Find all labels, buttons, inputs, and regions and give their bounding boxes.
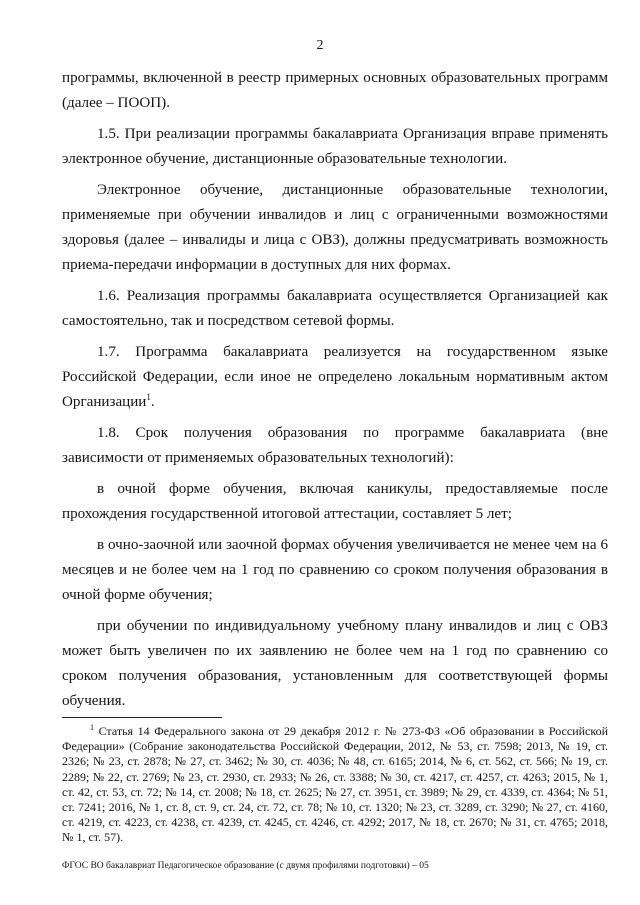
paragraph-continuation: программы, включенной в реестр примерных основных образовательных программ (далее – ПООП). <box>62 70 608 111</box>
footnote-text: Статья 14 Федерального закона от 29 декабря 2012 г. № 273-ФЗ «Об образовании в Российской Федерации» (Собрание законодательства Российской Федерации, 2012, № 53, ст. 7598; 2013, № 19, ст. 2326; № 23, ст. 2878; № 27, ст. 3462; № 30, ст. 4036; № 48, ст. 6165; 2014, № 6, ст. 562, ст. 566; № 19, ст. 2289; № 22, ст. 2769; № 23, ст. 2930, ст. 2933; № 26, ст. 3388; № 30, ст. 4217, ст. 4257, ст. 4263; 2015, № 1, ст. 42, ст. 53, ст. 72; № 14, ст. 2008; № 18, ст. 2625; № 27, ст. 3951, ст. 3989; № 29, ст. 4339, ст. 4364; № 51, ст. 7241; 2016, № 1, ст. 8, ст. 9, ст. 24, ст. 72, ст. 78; № 10, ст. 1320; № 23, ст. 3289, ст. 3290; № 27, ст. 4160, ст. 4219, ст. 4223, ст. 4238, ст. 4239, ст. 4245, ст. 4246, ст. 4292; 2017, № 18, ст. 2670; № 31, ст. 4765; 2018, № 1, ст. 57). <box>62 724 609 845</box>
paragraph-electronic-learning: Электронное обучение, дистанционные образовательные технологии, применяемые при обучении инвалидов и лиц с ограниченными возможностями здоровья (далее – инвалиды и лица с ОВЗ), должны предусматривать возможность приема-передачи информации в доступных для них формах. <box>62 182 608 273</box>
paragraph-1-8: 1.8. Срок получения образования по программе бакалавриата (вне зависимости от применяемых образовательных технологий): <box>62 425 608 466</box>
footnote-separator <box>62 717 222 718</box>
footnote-marker: 1 <box>90 723 94 732</box>
paragraph-full-time: в очной форме обучения, включая каникулы, предоставляемые после прохождения государственной итоговой аттестации, составляет 5 лет; <box>62 481 608 522</box>
paragraph-1-7-text: 1.7. Программа бакалавриата реализуется на государственном языке Российской Федерации, если иное не определено локальным нормативным актом Организации <box>62 344 608 410</box>
paragraph-1-7 <box>62 340 608 415</box>
page-footer: ФГОС ВО бакалавриат Педагогическое образование (с двумя профилями подготовки) – 05 <box>62 861 429 871</box>
page-number: 2 <box>316 38 324 53</box>
paragraph-part-time: в очно-заочной или заочной формах обучения увеличивается не менее чем на 6 месяцев и не более чем на 1 год по сравнению со сроком получения образования в очной форме обучения; <box>62 537 608 603</box>
paragraph-individual-plan: при обучении по индивидуальному учебному плану инвалидов и лиц с ОВЗ может быть увеличен по их заявлению не более чем на 1 год по сравнению со сроком получения образования, установленным для соответствующей формы обучения. <box>62 618 608 709</box>
footnote <box>62 724 608 846</box>
footnote-reference: 1 <box>146 392 151 402</box>
paragraph-1-7-end: . <box>150 394 155 410</box>
document-body <box>62 66 608 720</box>
paragraph-1-6: 1.6. Реализация программы бакалавриата осуществляется Организацией как самостоятельно, так и посредством сетевой формы. <box>62 288 608 329</box>
paragraph-1-5: 1.5. При реализации программы бакалавриата Организация вправе применять электронное обучение, дистанционные образовательные технологии. <box>62 126 608 167</box>
